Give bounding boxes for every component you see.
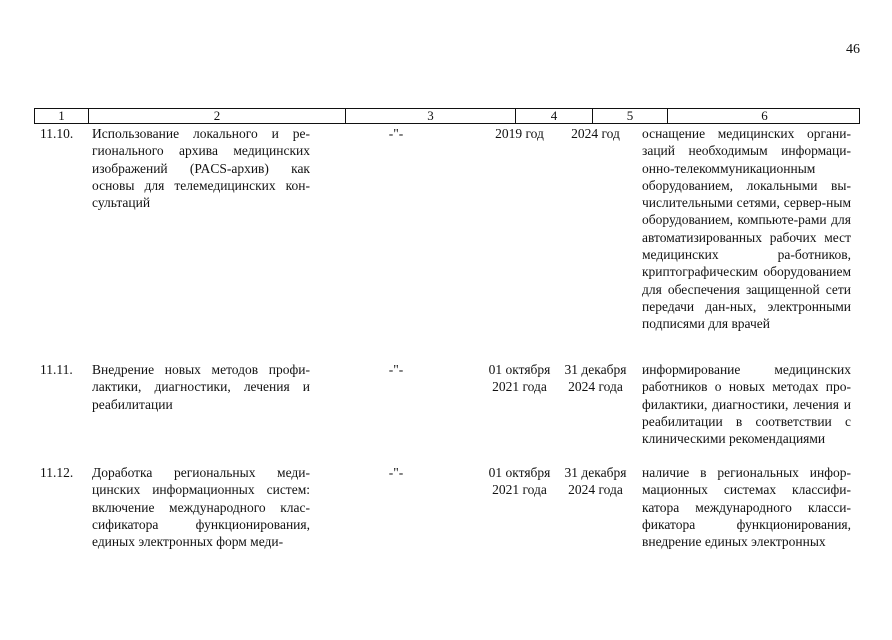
header-col-6: 6 [761, 108, 768, 123]
measure-name: Внедрение новых методов профи-лактики, диагностики, лечения и реабилитации [92, 362, 310, 412]
measure-name: Использование локального и ре-гионального архива медицинских изображений (PACS-архив) как основы для телемедицинских кон-сультаций [92, 126, 310, 211]
executor: -"- [388, 465, 404, 480]
executor: -"- [388, 126, 404, 141]
table-header-row [34, 108, 860, 124]
start-date: 01 октября 2021 года [488, 362, 551, 395]
end-date: 31 декабря 2024 года [564, 362, 627, 395]
start-date: 01 октября 2021 года [488, 465, 551, 498]
start-date: 2019 год [495, 126, 544, 141]
page-number: 46 [846, 42, 860, 57]
row-number: 11.10. [40, 126, 74, 141]
executor: -"- [388, 362, 404, 377]
expected-result: информирование медицинских работников о новых методах про-филактики, диагностики, лечения и реабилитации в соответствии с клиническими рекомендациями [642, 362, 851, 447]
header-col-1: 1 [35, 109, 89, 123]
expected-result: оснащение медицинских органи-заций необходимым информаци-онно-телекоммуникационным оборудованием, локальными вы-числительными сетями, сервер-ным оборудованием, компьюте-рами для автоматизированных рабочих мест медицинских ра-ботников, криптографическим оборудованием для обеспечения защищенной сети передачи дан-ных, электронными подписями для врачей [642, 126, 851, 332]
header-col-4: 4 [516, 109, 593, 123]
measure-name: Доработка региональных меди-цинских информационных систем: включение международного клас-сификатора функционирования, единых электронных форм меди- [92, 465, 310, 550]
row-number: 11.12. [40, 465, 74, 480]
end-date: 2024 год [571, 126, 620, 141]
row-number: 11.11. [40, 362, 73, 377]
header-col-3: 3 [346, 109, 516, 123]
end-date: 31 декабря 2024 года [564, 465, 627, 498]
expected-result: наличие в региональных инфор-мационных системах классифи-катора международного класси-фикатора функционирования, внедрение единых электронных [642, 465, 851, 550]
header-col-5: 5 [593, 109, 668, 123]
header-col-2: 2 [89, 109, 346, 123]
